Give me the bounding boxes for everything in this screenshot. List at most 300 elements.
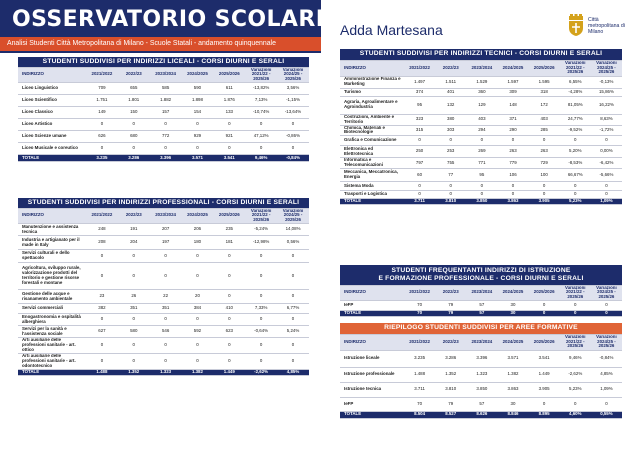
column-header-row xyxy=(340,334,622,350)
row-value: 0 xyxy=(213,143,245,155)
row-value: 269 xyxy=(466,146,497,158)
row-label: Sistema Moda xyxy=(340,182,404,191)
row-value: 1.449 xyxy=(529,367,560,382)
row-value: 779 xyxy=(497,158,528,169)
row-value: 0 xyxy=(435,191,466,199)
row-value: 546 xyxy=(150,326,182,338)
total-value: 70 xyxy=(404,311,435,317)
column-header: 2024/2025 xyxy=(497,60,528,76)
row-value: 0 xyxy=(213,314,245,326)
table-row xyxy=(18,119,309,131)
row-value: 374 xyxy=(404,88,435,96)
row-label: Amministrazione Finanza e Marketing xyxy=(340,76,404,88)
row-value: 263 xyxy=(497,146,528,158)
row-value: 580 xyxy=(118,326,150,338)
row-value: 24,77% xyxy=(560,114,591,125)
column-header: INDIRIZZO xyxy=(18,67,86,83)
row-value: 1.751 xyxy=(86,95,118,107)
column-header-row xyxy=(18,67,309,83)
total-value: 0 xyxy=(560,311,591,317)
column-header: 2025/2026 xyxy=(213,67,245,83)
table-row xyxy=(18,107,309,119)
row-value: 0 xyxy=(277,314,309,326)
row-label: Istruzione professionale xyxy=(340,367,404,382)
row-value: 627 xyxy=(86,326,118,338)
column-header: 2022/23 xyxy=(118,67,150,83)
row-value: 0 xyxy=(245,263,277,290)
total-value: 8.846 xyxy=(497,411,528,418)
row-value: -5,24% xyxy=(245,224,277,236)
row-value: 0 xyxy=(86,353,118,369)
row-value: 0 xyxy=(182,353,214,369)
row-label: Industria e artigianato per il made in Italy xyxy=(18,236,86,250)
row-value: 154 xyxy=(182,107,214,119)
row-value: 60 xyxy=(404,169,435,182)
column-header: Variazioni 2021/22 - 2025/26 xyxy=(560,285,591,301)
row-value: 3,56% xyxy=(277,83,309,95)
table-tecnici xyxy=(340,49,622,205)
row-value: 5,20% xyxy=(560,146,591,158)
row-value: 290 xyxy=(497,125,528,136)
table-licei xyxy=(18,57,309,162)
row-value: 95 xyxy=(404,96,435,114)
row-value: -8,53% xyxy=(560,158,591,169)
column-header: Variazioni 2024/25 - 2025/26 xyxy=(277,67,309,83)
row-label: Servizi culturali e dello spettacolo xyxy=(18,250,86,263)
column-header: 2021/2022 xyxy=(404,334,435,350)
row-label: Servizi commerciali xyxy=(18,304,86,314)
row-value: 0 xyxy=(213,119,245,131)
row-value: 0 xyxy=(560,136,591,146)
total-row xyxy=(18,369,309,375)
row-value: 626 xyxy=(86,131,118,143)
row-value: 23 xyxy=(86,290,118,304)
row-value: 0 xyxy=(245,250,277,263)
total-label: TOTALE xyxy=(340,199,404,205)
row-value: 771 xyxy=(466,158,497,169)
row-value: 403 xyxy=(529,114,560,125)
row-value: 0 xyxy=(497,182,528,191)
row-value: 382 xyxy=(86,304,118,314)
row-value: 403 xyxy=(466,114,497,125)
row-value: 0 xyxy=(182,250,214,263)
row-label: Grafica e Comunicazione xyxy=(340,136,404,146)
row-value: 1.595 xyxy=(529,76,560,88)
row-value: -10,74% xyxy=(245,107,277,119)
table-row xyxy=(18,95,309,107)
column-header: 2022/23 xyxy=(435,285,466,301)
table-title: STUDENTI SUDDIVISI PER INDIRIZZI PROFESSIONALI - CORSI DIURNI E SERALI xyxy=(18,198,309,208)
row-value: 0 xyxy=(277,263,309,290)
row-label: Liceo Artistico xyxy=(18,119,86,131)
row-value: 57 xyxy=(466,301,497,311)
row-value: 1.882 xyxy=(150,95,182,107)
row-value: 1.352 xyxy=(435,367,466,382)
row-value: 294 xyxy=(466,125,497,136)
total-value: 1,09% xyxy=(591,199,622,205)
row-value: 1.898 xyxy=(182,95,214,107)
row-value: 0 xyxy=(591,136,622,146)
row-value: 0 xyxy=(86,119,118,131)
row-value: 26 xyxy=(118,290,150,304)
row-value: -0,64% xyxy=(245,326,277,338)
table-row xyxy=(18,314,309,326)
table-title-row xyxy=(18,198,309,208)
row-value: 590 xyxy=(182,83,214,95)
row-value: 0 xyxy=(245,314,277,326)
row-value: 380 xyxy=(435,114,466,125)
total-value: 8.527 xyxy=(435,411,466,418)
total-row xyxy=(340,311,622,317)
row-value: 0 xyxy=(118,314,150,326)
row-value: 79 xyxy=(435,397,466,411)
row-value: 3.850 xyxy=(466,382,497,397)
row-label: Agricoltura, sviluppo rurale, valorizzazione prodotti del territorio e gestione risorse forestali e montane xyxy=(18,263,86,290)
total-label: TOTALE xyxy=(18,155,86,162)
row-label: Liceo Scienze umane xyxy=(18,131,86,143)
total-value: 79 xyxy=(435,311,466,317)
row-value: 133 xyxy=(213,107,245,119)
row-value: 303 xyxy=(435,125,466,136)
row-label: Manutenzione e assistenza tecnica xyxy=(18,224,86,236)
row-value: 47,12% xyxy=(245,131,277,143)
row-value: 100 xyxy=(529,169,560,182)
total-value: 57 xyxy=(466,311,497,317)
total-value: 0 xyxy=(591,311,622,317)
row-value: 16,22% xyxy=(591,96,622,114)
row-value: 0 xyxy=(245,353,277,369)
row-label: IeFP xyxy=(340,301,404,311)
row-value: 351 xyxy=(118,304,150,314)
row-value: -2,62% xyxy=(560,367,591,382)
table-title-row xyxy=(340,49,622,60)
row-value: 309 xyxy=(497,88,528,96)
row-value: 1.876 xyxy=(213,95,245,107)
row-value: 149 xyxy=(86,107,118,119)
row-value: 0 xyxy=(213,338,245,354)
column-header: 2024/2025 xyxy=(182,208,214,224)
total-value: 3.541 xyxy=(213,155,245,162)
column-header: Variazioni 2024/25 - 2025/26 xyxy=(277,208,309,224)
row-value: 3.396 xyxy=(466,350,497,367)
column-header: 2021/2022 xyxy=(404,285,435,301)
table-row xyxy=(18,263,309,290)
row-value: 0 xyxy=(150,143,182,155)
row-value: 1.529 xyxy=(466,76,497,88)
table-row xyxy=(18,290,309,304)
row-value: 191 xyxy=(118,224,150,236)
row-label: Elettronica ed Elettrotecnica xyxy=(340,146,404,158)
table-row xyxy=(340,397,622,411)
row-value: 0 xyxy=(118,263,150,290)
table-row xyxy=(340,114,622,125)
column-header: 2022/23 xyxy=(435,60,466,76)
row-value: 0,56% xyxy=(277,236,309,250)
row-value: 797 xyxy=(404,158,435,169)
table-row xyxy=(18,250,309,263)
row-label: Trasporti e Logistica xyxy=(340,191,404,199)
column-header-row xyxy=(340,60,622,76)
row-value: 0 xyxy=(560,182,591,191)
table-row xyxy=(18,131,309,143)
row-value: 95 xyxy=(466,169,497,182)
row-value: 929 xyxy=(182,131,214,143)
table-row xyxy=(18,353,309,369)
row-value: 0 xyxy=(86,263,118,290)
row-value: 206 xyxy=(182,224,214,236)
row-value: 410 xyxy=(213,304,245,314)
table-row xyxy=(18,326,309,338)
row-label: Servizi per la sanità e l'assistenza sociale xyxy=(18,326,86,338)
row-value: 0 xyxy=(466,136,497,146)
row-value: 3.571 xyxy=(497,350,528,367)
table-title: STUDENTI SUDDIVISI PER INDIRIZZI TECNICI - CORSI DIURNI E SERALI xyxy=(340,49,622,60)
table-row xyxy=(340,367,622,382)
row-value: 585 xyxy=(150,83,182,95)
total-value: 0,55% xyxy=(591,411,622,418)
row-label: Istruzione liceale xyxy=(340,350,404,367)
row-value: 3.286 xyxy=(435,350,466,367)
row-value: 1.511 xyxy=(435,76,466,88)
row-value: 0 xyxy=(86,143,118,155)
crest-icon xyxy=(566,14,586,36)
row-value: -1,72% xyxy=(591,125,622,136)
total-value: -2,62% xyxy=(245,369,277,375)
row-value: 129 xyxy=(466,96,497,114)
row-value: 250 xyxy=(404,146,435,158)
row-label: Costruzioni, Ambiente e Territorio xyxy=(340,114,404,125)
row-value: 0 xyxy=(150,353,182,369)
row-value: 0 xyxy=(497,136,528,146)
row-label: Liceo Musicale e coreutico xyxy=(18,143,86,155)
total-value: 3.396 xyxy=(150,155,182,162)
row-value: 0 xyxy=(529,136,560,146)
row-value: -9,52% xyxy=(560,125,591,136)
row-value: 181 xyxy=(213,236,245,250)
table-row xyxy=(340,125,622,136)
column-header: INDIRIZZO xyxy=(340,60,404,76)
row-value: 0 xyxy=(560,397,591,411)
table-row xyxy=(340,301,622,311)
column-header: INDIRIZZO xyxy=(340,334,404,350)
row-label: Liceo Scientifico xyxy=(18,95,86,107)
row-value: 30 xyxy=(497,397,528,411)
total-value: 1.323 xyxy=(150,369,182,375)
total-value: 1.382 xyxy=(182,369,214,375)
row-value: 0 xyxy=(404,182,435,191)
column-header: INDIRIZZO xyxy=(340,285,404,301)
row-value: -13,82% xyxy=(245,83,277,95)
row-value: 132 xyxy=(435,96,466,114)
row-value: 1.801 xyxy=(118,95,150,107)
row-value: 0 xyxy=(529,301,560,311)
row-value: 180 xyxy=(182,236,214,250)
row-value: 7,33% xyxy=(245,304,277,314)
total-value: 3.810 xyxy=(435,199,466,205)
row-label: Chimica, Materiali e Biotecnologie xyxy=(340,125,404,136)
table-row xyxy=(340,182,622,191)
row-value: -0,84% xyxy=(591,350,622,367)
row-value: 0 xyxy=(86,314,118,326)
row-value: 148 xyxy=(497,96,528,114)
total-value: 3.863 xyxy=(497,199,528,205)
row-value: 0,00% xyxy=(591,146,622,158)
column-header: 2023/2024 xyxy=(466,334,497,350)
row-value: 755 xyxy=(435,158,466,169)
column-header: 2024/2025 xyxy=(497,334,528,350)
column-header: 2021/2022 xyxy=(404,60,435,76)
row-label: Istruzione tecnica xyxy=(340,382,404,397)
row-value: -0,13% xyxy=(591,76,622,88)
row-value: 0 xyxy=(466,182,497,191)
row-label: Turismo xyxy=(340,88,404,96)
total-value: 3.286 xyxy=(118,155,150,162)
column-header: 2021/2022 xyxy=(86,208,118,224)
row-value: 1.382 xyxy=(497,367,528,382)
table-row xyxy=(18,236,309,250)
row-value: 1.323 xyxy=(466,367,497,382)
table-row xyxy=(18,83,309,95)
row-value: 20 xyxy=(182,290,214,304)
row-value: 14,08% xyxy=(277,224,309,236)
column-header: Variazioni 2024/25 - 2025/26 xyxy=(591,60,622,76)
column-header: 2025/2026 xyxy=(213,208,245,224)
column-header-row xyxy=(340,285,622,301)
table-row xyxy=(340,76,622,88)
row-value: 77 xyxy=(435,169,466,182)
row-value: 70 xyxy=(404,397,435,411)
row-value: 8,63% xyxy=(591,114,622,125)
row-value: 0 xyxy=(560,301,591,311)
row-label: IeFP xyxy=(340,397,404,411)
table-title-row xyxy=(340,323,622,334)
row-value: 208 xyxy=(86,236,118,250)
total-value: 3.235 xyxy=(86,155,118,162)
row-value: 204 xyxy=(118,236,150,250)
logo-text: Città metropolitana di Milano xyxy=(588,17,625,35)
row-value: 248 xyxy=(86,224,118,236)
row-value: 0 xyxy=(277,290,309,304)
row-value: 0 xyxy=(150,338,182,354)
row-value: 0 xyxy=(118,338,150,354)
total-value: 8.626 xyxy=(466,411,497,418)
row-value: 921 xyxy=(213,131,245,143)
row-value: 0 xyxy=(213,290,245,304)
row-label: Meccanica, Meccatronica, Energia xyxy=(340,169,404,182)
row-value: -13,64% xyxy=(277,107,309,119)
row-label: Agraria, Agroalimentare e Agroindustria xyxy=(340,96,404,114)
row-value: 22 xyxy=(150,290,182,304)
column-header: 2024/2025 xyxy=(497,285,528,301)
row-value: 0 xyxy=(277,143,309,155)
row-value: -5,66% xyxy=(591,169,622,182)
total-value: 3.711 xyxy=(404,199,435,205)
total-value: 1.449 xyxy=(213,369,245,375)
total-value: 4,60% xyxy=(560,411,591,418)
row-value: 0 xyxy=(529,191,560,199)
table-row xyxy=(340,382,622,397)
row-value: 3.863 xyxy=(497,382,528,397)
table-title-row xyxy=(340,265,622,285)
row-value: 79 xyxy=(435,301,466,311)
row-value: 0 xyxy=(435,136,466,146)
row-value: 0 xyxy=(213,353,245,369)
row-value: 0 xyxy=(86,250,118,263)
column-header: 2023/2024 xyxy=(466,285,497,301)
row-value: 0 xyxy=(118,119,150,131)
row-value: 0 xyxy=(591,191,622,199)
column-header: 2022/23 xyxy=(118,208,150,224)
table-title xyxy=(340,265,622,285)
row-value: 360 xyxy=(466,88,497,96)
total-value: 8.504 xyxy=(404,411,435,418)
row-value: 0 xyxy=(86,338,118,354)
logo xyxy=(566,14,626,38)
total-label: TOTALE xyxy=(340,311,404,317)
column-header: Variazioni 2021/22 - 2025/26 xyxy=(560,60,591,76)
row-value: 106 xyxy=(497,169,528,182)
row-value: 0 xyxy=(182,314,214,326)
table-title-line: E FORMAZIONE PROFESSIONALE - CORSI DIURNI E SERALI xyxy=(378,274,584,282)
page-title: OSSERVATORIO SCOLARITÀ xyxy=(12,7,356,32)
total-value: 4,85% xyxy=(277,369,309,375)
column-header: 2025/2026 xyxy=(529,285,560,301)
row-value: 9,46% xyxy=(560,350,591,367)
total-value: 0 xyxy=(529,311,560,317)
row-value: 0 xyxy=(245,143,277,155)
row-value: 0 xyxy=(277,353,309,369)
column-header: Variazioni 2024/25 - 2025/26 xyxy=(591,285,622,301)
table-title: STUDENTI SUDDIVISI PER INDIRIZZI LICEALI - CORSI DIURNI E SERALI xyxy=(18,57,309,67)
row-value: 150 xyxy=(118,107,150,119)
row-value: 623 xyxy=(213,326,245,338)
total-row xyxy=(340,199,622,205)
total-value: 3.905 xyxy=(529,199,560,205)
table-row xyxy=(340,88,622,96)
table-riepilogo xyxy=(340,323,622,419)
area-name: Adda Martesana xyxy=(340,22,443,38)
column-header: Variazioni 2021/22 - 2025/26 xyxy=(245,208,277,224)
row-label: Informatica e Telecomunicazioni xyxy=(340,158,404,169)
total-value: 8.895 xyxy=(529,411,560,418)
row-label: Gestione delle acque e risanamento ambientale xyxy=(18,290,86,304)
row-label: Arti ausiliarie delle professioni sanitarie - art. ottico xyxy=(18,338,86,354)
row-label: Liceo Classico xyxy=(18,107,86,119)
row-value: 611 xyxy=(213,83,245,95)
total-value: 9,46% xyxy=(245,155,277,162)
table-professionali xyxy=(18,198,309,376)
column-header: 2024/2025 xyxy=(182,67,214,83)
column-header-row xyxy=(18,208,309,224)
total-value: 30 xyxy=(497,311,528,317)
page-subtitle: Analisi Studenti Città Metropolitana di Milano - Scuole Statali - andamento quinquennale xyxy=(0,37,321,51)
column-header: Variazioni 2021/22 - 2025/26 xyxy=(560,334,591,350)
row-value: 66,67% xyxy=(560,169,591,182)
row-value: 0 xyxy=(404,191,435,199)
table-row xyxy=(340,191,622,199)
column-header: 2025/2026 xyxy=(529,334,560,350)
row-value: 323 xyxy=(404,114,435,125)
row-value: 253 xyxy=(435,146,466,158)
row-value: 285 xyxy=(529,125,560,136)
row-value: 772 xyxy=(150,131,182,143)
column-header: 2022/23 xyxy=(435,334,466,350)
table-row xyxy=(18,304,309,314)
table-row xyxy=(340,96,622,114)
table-row xyxy=(340,136,622,146)
row-value: 318 xyxy=(529,88,560,96)
row-value: 3.541 xyxy=(529,350,560,367)
